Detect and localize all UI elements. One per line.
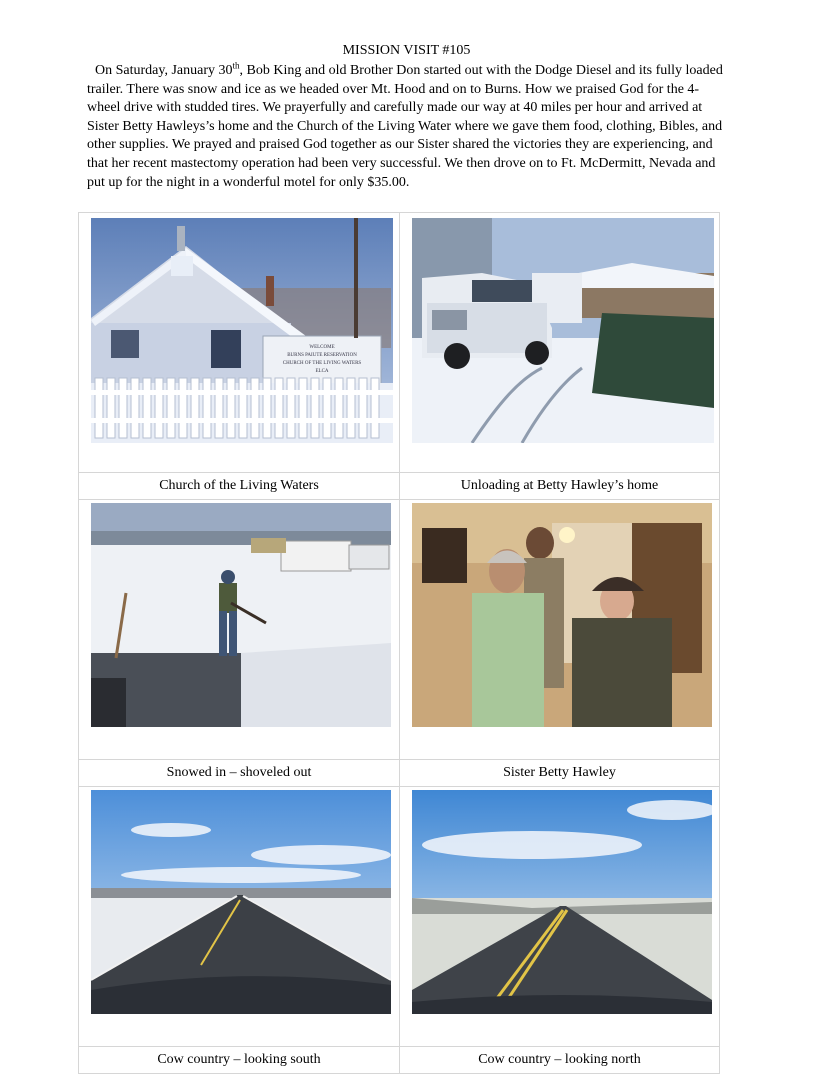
caption-snowed-in: Snowed in – shoveled out xyxy=(79,760,400,787)
church-photo xyxy=(91,218,393,443)
sign-line-2: BURNS PAIUTE RESERVATION xyxy=(287,353,357,358)
photo-cell xyxy=(79,787,400,1047)
shoveling-photo xyxy=(91,503,391,727)
sign-line-1: WELCOME xyxy=(309,345,335,350)
body-paragraph xyxy=(87,62,727,192)
paragraph-part-1: On Saturday, January 30 xyxy=(95,63,233,78)
photo-cell xyxy=(400,787,720,1047)
truck-photo xyxy=(412,218,714,443)
photo-cell xyxy=(400,213,720,473)
sign-line-3: CHURCH OF THE LIVING WATERS xyxy=(282,361,362,366)
paragraph-part-2: , Bob King and old Brother Don started out with the Dodge Diesel and its fully loaded trailer. There was snow and ice as we headed over Mt. Hood and on to Burns. How we praised God for the 4-wheel drive with studded tires. We prayerfully and carefully made our way at 40 miles per hour and arrived at Sister Betty Hawleys’s home and the Church of the Living Water where we gave them food, clothing, Bibles, and other supplies. We prayed and praised God together as our Sister shared the victories they are experiencing, and that her recent mastectomy operation had been very successful. We then drove on to Ft. McDermitt, Nevada and put up for the night in a wonderful motel for only $35.00. xyxy=(87,63,723,190)
ordinal-suffix: th xyxy=(232,60,240,71)
caption-sister-betty: Sister Betty Hawley xyxy=(400,760,720,787)
sign-line-4: ELCA xyxy=(315,369,329,374)
photo-grid xyxy=(78,212,720,1074)
caption-church: Church of the Living Waters xyxy=(79,473,400,500)
photo-cell xyxy=(79,500,400,760)
caption-road-south: Cow country – looking south xyxy=(79,1047,400,1074)
caption-unloading: Unloading at Betty Hawley’s home xyxy=(400,473,720,500)
road-south-photo xyxy=(91,790,391,1014)
caption-road-north: Cow country – looking north xyxy=(400,1047,720,1074)
betty-hawley-photo xyxy=(412,503,712,727)
road-north-photo xyxy=(412,790,712,1014)
photo-cell xyxy=(79,213,400,473)
page-title: MISSION VISIT #105 xyxy=(342,43,471,58)
photo-cell xyxy=(400,500,720,760)
